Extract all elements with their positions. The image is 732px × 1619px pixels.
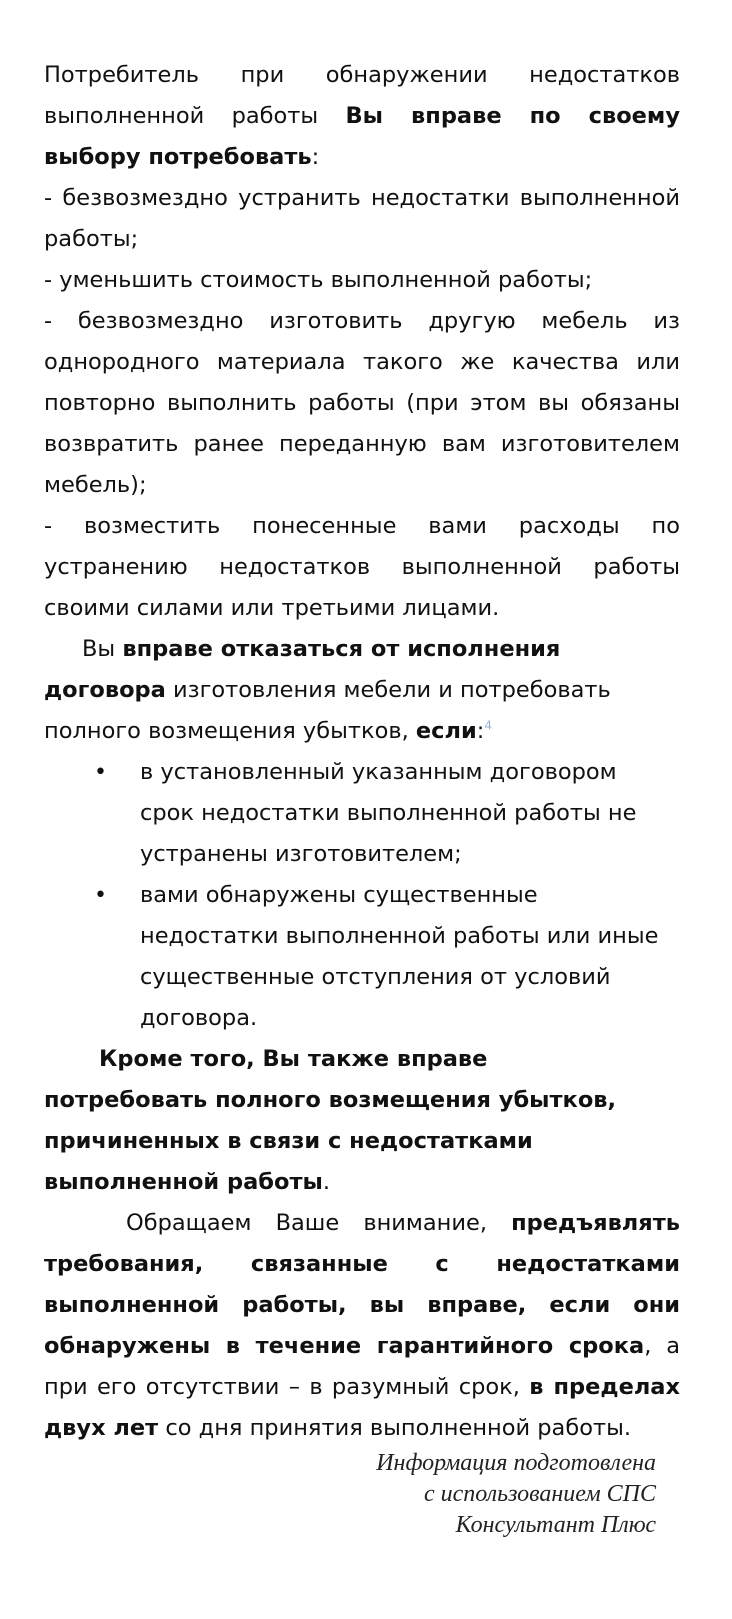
attention-bold: предъявлять требования, связанные с недостатками выполненной работы, вы вправе, если они обнаружены в течение гарантийного срока <box>44 1210 680 1359</box>
refuse-bold-if: если <box>415 718 477 744</box>
refuse-text: Вы <box>82 636 123 662</box>
bullet-icon: • <box>94 883 107 908</box>
intro-text: Потребитель при обнаружении недостатков выполненной работы <box>44 62 680 129</box>
besides-paragraph <box>44 1039 680 1203</box>
document-body <box>44 55 680 1449</box>
source-note-line: Консультант Плюс <box>455 1512 656 1538</box>
list-item-text: вами обнаружены существенные недостатки выполненной работы или иные существенные отступления от условий договора. <box>140 882 659 1031</box>
bullet-icon: • <box>94 760 107 785</box>
refuse-colon: : <box>476 718 485 744</box>
refuse-text: изготовления мебели и потребовать полного возмещения убытков, <box>44 677 611 744</box>
list-item <box>44 752 680 875</box>
source-note-line: Информация подготовлена <box>376 1450 656 1476</box>
besides-end: . <box>322 1169 331 1195</box>
list-item-text: в установленный указанным договором срок недостатки выполненной работы не устранены изготовителем; <box>140 759 637 867</box>
intro-bold: Вы вправе по своему выбору потребовать <box>44 103 680 170</box>
conditions-list <box>44 752 680 1039</box>
attention-paragraph <box>44 1203 680 1449</box>
source-note-line: с использованием СПС <box>423 1481 656 1507</box>
intro-colon: : <box>311 144 320 170</box>
option-item: - возместить понесенные вами расходы по устранению недостатков выполненной работы своими силами или третьими лицами. <box>44 513 680 621</box>
attention-text: , а при его отсутствии – в разумный срок, <box>44 1333 681 1400</box>
refuse-paragraph <box>44 629 680 752</box>
attention-text: со дня принятия выполненной работы. <box>158 1415 632 1441</box>
option-item: - уменьшить стоимость выполненной работы; <box>44 267 593 293</box>
attention-bold-period: в пределах двух лет <box>44 1374 681 1441</box>
intro-paragraph <box>44 55 680 178</box>
source-note <box>376 1448 656 1541</box>
besides-bold: Кроме того, Вы также вправе потребовать полного возмещения убытков, причиненных в связи с недостатками выполненной работы <box>44 1046 617 1195</box>
option-item: - безвозмездно изготовить другую мебель из однородного материала такого же качества или повторно выполнить работы (при этом вы обязаны возвратить ранее переданную вам изготовителем мебель); <box>44 308 680 498</box>
refuse-bold: вправе отказаться от исполнения договора <box>44 636 561 703</box>
footnote-link[interactable]: 4 <box>484 718 492 733</box>
option-item: - безвозмездно устранить недостатки выполненной работы; <box>44 185 680 252</box>
attention-text: Обращаем Ваше внимание, <box>126 1210 512 1236</box>
list-item <box>44 875 680 1039</box>
